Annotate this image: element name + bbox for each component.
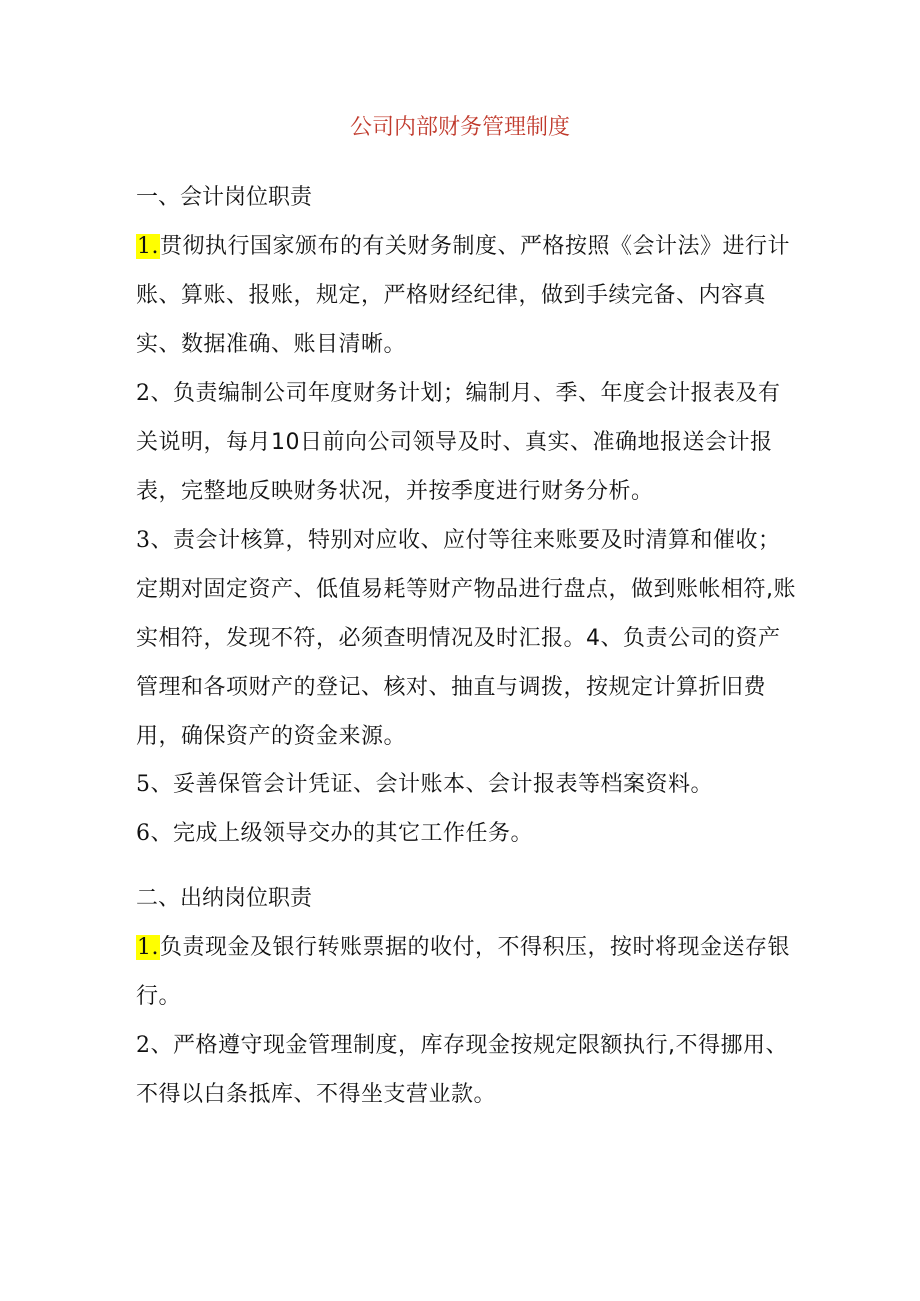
item-text: 、完成上级领导交办的其它工作任务。	[150, 821, 534, 846]
item-number: 5	[136, 772, 151, 797]
item-text: 、严格遵守现金管理制度，库存现金按规定限额执行,不得挪用、不得以白条抵库、不得坐支营业款。	[136, 1033, 788, 1107]
accounting-item-5	[136, 760, 796, 809]
document-title: 公司内部财务管理制度	[349, 115, 570, 140]
section-heading-accounting: 一、会计岗位职责	[136, 185, 313, 210]
item-number-highlight: 1.	[137, 234, 159, 259]
item-text: 、妥善保管会计凭证、会计账本、会计报表等档案资料。	[150, 772, 714, 797]
accounting-item-2	[136, 369, 796, 516]
item-number: 6	[136, 821, 151, 846]
item-text: 、负责编制公司年度财务计划；编制月、季、年度会计报表及有关说明，每月10日前向公司领导及时、真实、准确地报送会计报表，完整地反映财务状况，并按季度进行财务分析。	[136, 381, 781, 504]
item-text: 、责会计核算，特别对应收、应付等往来账要及时清算和催收；定期对固定资产、低值易耗等财产物品进行盘点，做到账帐相符,账实相符，发现不符，必须查明情况及时汇报。4、负责公司的资产管理和各项财产的登记、核对、抽直与调拨，按规定计算折旧费用，确保资产的资金来源。	[136, 528, 796, 749]
item-number-highlight: 1.	[137, 935, 159, 960]
section-heading-cashier: 二、出纳岗位职责	[136, 886, 313, 911]
item-text: 负责现金及银行转账票据的收付，不得积压，按时将现金送存银行。	[136, 935, 791, 1009]
item-number: 3	[136, 528, 151, 553]
item-number: 2	[136, 381, 151, 406]
item-number: 2	[136, 1033, 151, 1058]
cashier-item-2	[136, 1021, 796, 1119]
accounting-item-1	[136, 222, 796, 369]
accounting-item-6	[136, 809, 796, 858]
accounting-item-3	[136, 516, 796, 761]
item-text: 贯彻执行国家颁布的有关财务制度、严格按照《会计法》进行计账、算账、报账，规定，严格财经纪律，做到手续完备、内容真实、数据准确、账目清晰。	[136, 234, 791, 357]
cashier-item-1	[136, 923, 796, 1021]
